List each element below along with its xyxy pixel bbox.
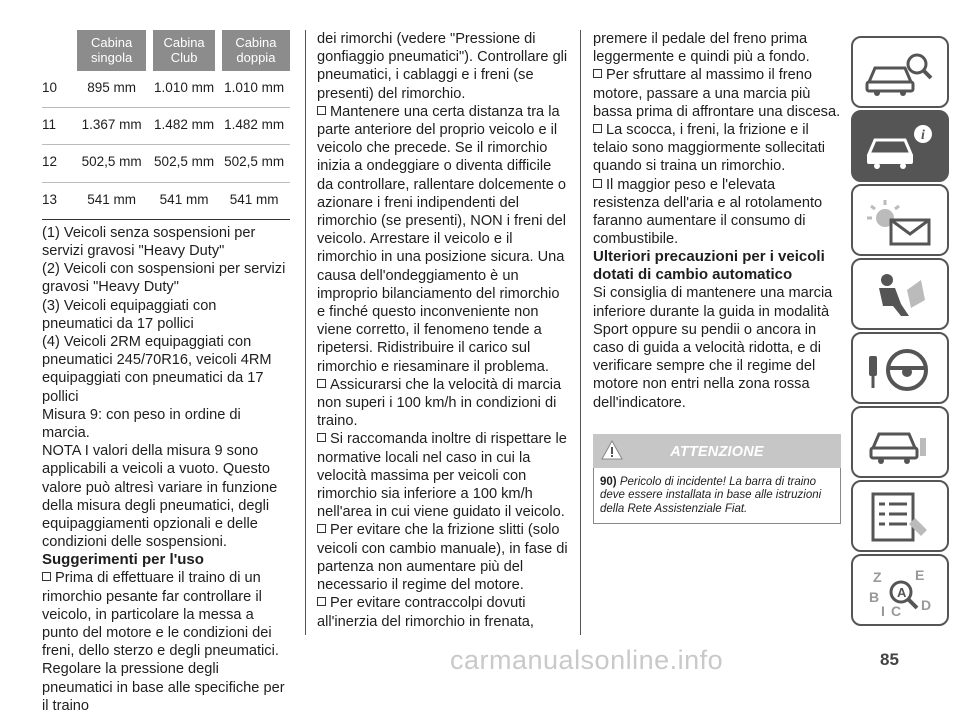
table-row [42, 71, 290, 108]
bullet-paragraph [317, 594, 569, 630]
service-list-icon [865, 492, 935, 544]
watermark: carmanualsonline.info [450, 645, 724, 675]
column-divider [580, 30, 581, 635]
tab-breakdown[interactable] [851, 406, 949, 478]
steering-key-icon [865, 344, 935, 396]
svg-text:i: i [921, 128, 925, 143]
table-cell: 1.010 mm [150, 71, 219, 108]
column-1 [42, 30, 290, 715]
svg-text:I: I [881, 603, 885, 618]
table-cell: 1.010 mm [218, 71, 290, 108]
warning-text: Pericolo di incidente! La barra di traino deve essere installata in base alle istruzioni della Rete Assistenziale Fiat. [600, 475, 822, 516]
table-row [42, 108, 290, 145]
car-search-icon [865, 48, 935, 100]
bullet-box-icon [317, 524, 326, 533]
table-corner [42, 30, 74, 71]
svg-text:D: D [921, 597, 932, 613]
row-id: 10 [42, 71, 74, 108]
bullet-text: Assicurarsi che la velocità di marcia non superi i 100 km/h in condizioni di traino. [317, 376, 562, 430]
index-abc-icon [865, 566, 935, 618]
row-id: 12 [42, 145, 74, 182]
bullet-paragraph [317, 430, 569, 521]
tab-warning-lights[interactable] [851, 184, 949, 256]
note: (4) Veicoli 2RM equipaggiati con pneumatici 245/70R16, veicoli 4RM equipaggiati con pneumatici da 17 pollici [42, 334, 272, 405]
table-cell: 502,5 mm [218, 145, 290, 182]
car-info-icon [865, 122, 935, 174]
bullet-box-icon [42, 572, 51, 581]
table-cell: 1.482 mm [218, 108, 290, 145]
bullet-paragraph [593, 176, 843, 249]
section-title: Suggerimenti per l'uso [42, 551, 204, 569]
tab-car-info[interactable] [851, 110, 949, 182]
bullet-text: Per sfruttare al massimo il freno motore, passare a una marcia più bassa prima di affrontare una discesa. [593, 67, 841, 120]
table-cell: 541 mm [74, 182, 150, 219]
table-header: Cabina doppia [218, 30, 290, 71]
svg-text:C: C [891, 603, 902, 618]
paragraph: dei rimorchi (vedere "Pressione di gonfiaggio pneumatici"). Controllare gli pneumatici, i cablaggi e i freni (se presenti) del rimorchio. [317, 31, 568, 102]
note: Misura 9: con peso in ordine di marcia. [42, 406, 241, 442]
bullet-paragraph [317, 521, 569, 594]
bullet-paragraph [317, 103, 569, 376]
dimensions-table [42, 30, 290, 220]
paragraph: premere il pedale del freno prima leggermente e quindi più a fondo. [593, 31, 810, 66]
airbag-person-icon [865, 270, 935, 322]
bullet-text: Il maggior peso e l'elevata resistenza dell'aria e al rotolamento faranno aumentare il consumo di combustibile. [593, 176, 823, 248]
table-cell: 1.367 mm [74, 108, 150, 145]
page-number: 85 [880, 650, 899, 669]
table-header: Cabina Club [150, 30, 219, 71]
tab-service[interactable] [851, 480, 949, 552]
column-3 [593, 30, 843, 524]
bullet-box-icon [593, 179, 602, 188]
row-id: 13 [42, 182, 74, 219]
note: (3) Veicoli equipaggiati con pneumatici da 17 pollici [42, 297, 217, 332]
bullet-text: La scocca, i freni, la frizione e il telaio sono maggiormente sollecitati quando si traina un rimorchio. [593, 122, 826, 175]
bullet-box-icon [593, 124, 602, 133]
bullet-paragraph [593, 121, 843, 176]
tab-steering-key[interactable] [851, 332, 949, 404]
table-cell: 895 mm [74, 71, 150, 108]
bullet-box-icon [317, 379, 326, 388]
note: NOTA I valori della misura 9 sono applicabili a veicoli a vuoto. Questo valore può altresì variare in funzione della misura degli pneumatici, degli equipaggiamenti opzionali e delle condizioni delle sospensioni. [42, 443, 278, 551]
table-cell: 541 mm [150, 182, 219, 219]
table-row [42, 145, 290, 182]
bullet-paragraph [593, 66, 843, 121]
warning-header [593, 434, 841, 468]
bullet-text: Prima di effettuare il traino di un rimorchio pesante far controllare il veicolo, in particolare la messa a punto del motore e le condizioni dei freni, dello sterzo e degli pneumatici. Regolare la pressione degli pneumatici in base alle specifiche per il traino [42, 570, 285, 714]
bullet-text: Per evitare che la frizione slitti (solo veicoli con cambio manuale), in fase di partenza non aumentare più del necessario il regime del motore. [317, 522, 568, 594]
note: (2) Veicoli con sospensioni per servizi gravosi "Heavy Duty" [42, 261, 286, 296]
table-row [42, 182, 290, 219]
bullet-box-icon [317, 433, 326, 442]
table-cell: 541 mm [218, 182, 290, 219]
bullet-text: Si raccomanda inoltre di rispettare le normative locali nel caso in cui la velocità massima per veicoli con rimorchio sia inferiore a 100 km/h nell'area in cui viene guidato il veicolo. [317, 431, 567, 521]
section-title: Ulteriori precauzioni per i veicoli dotati di cambio automatico [593, 248, 825, 284]
svg-text:A: A [897, 585, 907, 600]
warning-lights-icon [865, 196, 935, 248]
warning-body [593, 468, 841, 524]
bullet-paragraph [317, 376, 569, 431]
table-cell: 502,5 mm [74, 145, 150, 182]
bullet-box-icon [317, 597, 326, 606]
row-id: 11 [42, 108, 74, 145]
warning-box [593, 434, 841, 524]
note: (1) Veicoli senza sospensioni per servizi gravosi "Heavy Duty" [42, 224, 256, 260]
column-divider [305, 30, 306, 635]
car-breakdown-icon [865, 418, 935, 470]
tab-airbag-safety[interactable] [851, 258, 949, 330]
svg-text:E: E [915, 567, 925, 583]
table-cell: 502,5 mm [150, 145, 219, 182]
warning-title: ATTENZIONE [670, 443, 764, 460]
bullet-box-icon [317, 106, 326, 115]
paragraph: Si consiglia di mantenere una marcia inferiore durante la guida in modalità Sport oppure su pendii o ancora in caso di guida a velocità ridotta, e di verificare sempre che il regime del motore non entri nella zona rossa dell'indicatore. [593, 285, 833, 411]
bullet-text: Per evitare contraccolpi dovuti all'inerzia del rimorchio in frenata, [317, 595, 534, 630]
bullet-box-icon [593, 69, 602, 78]
tab-index[interactable] [851, 554, 949, 626]
svg-text:Z: Z [873, 569, 882, 585]
table-cell: 1.482 mm [150, 108, 219, 145]
column-2 [317, 30, 569, 631]
svg-text:B: B [869, 589, 880, 605]
bullet-text: Mantenere una certa distanza tra la parte anteriore del proprio veicolo e il veicolo che precede. Se il rimorchio inizia a ondeggiare o diventa difficile da controllare, rallentare dolcemente o azionare i freni indipendenti del rimorchio (se presenti), NON i freni del veicolo. Arrestare il veicolo e il rimorchio in una posizione sicura. Una causa dell'ondeggiamento è un improprio bilanciamento del rimorchio e finché questo inconveniente non viene corretto, il fenomeno tende a ripetersi. Ridistribuire il carico sul rimorchio e riesaminare il problema. [317, 103, 567, 375]
warning-number: 90) [600, 475, 617, 488]
tab-car-search[interactable] [851, 36, 949, 108]
bullet-paragraph [42, 569, 290, 715]
table-header: Cabina singola [74, 30, 150, 71]
